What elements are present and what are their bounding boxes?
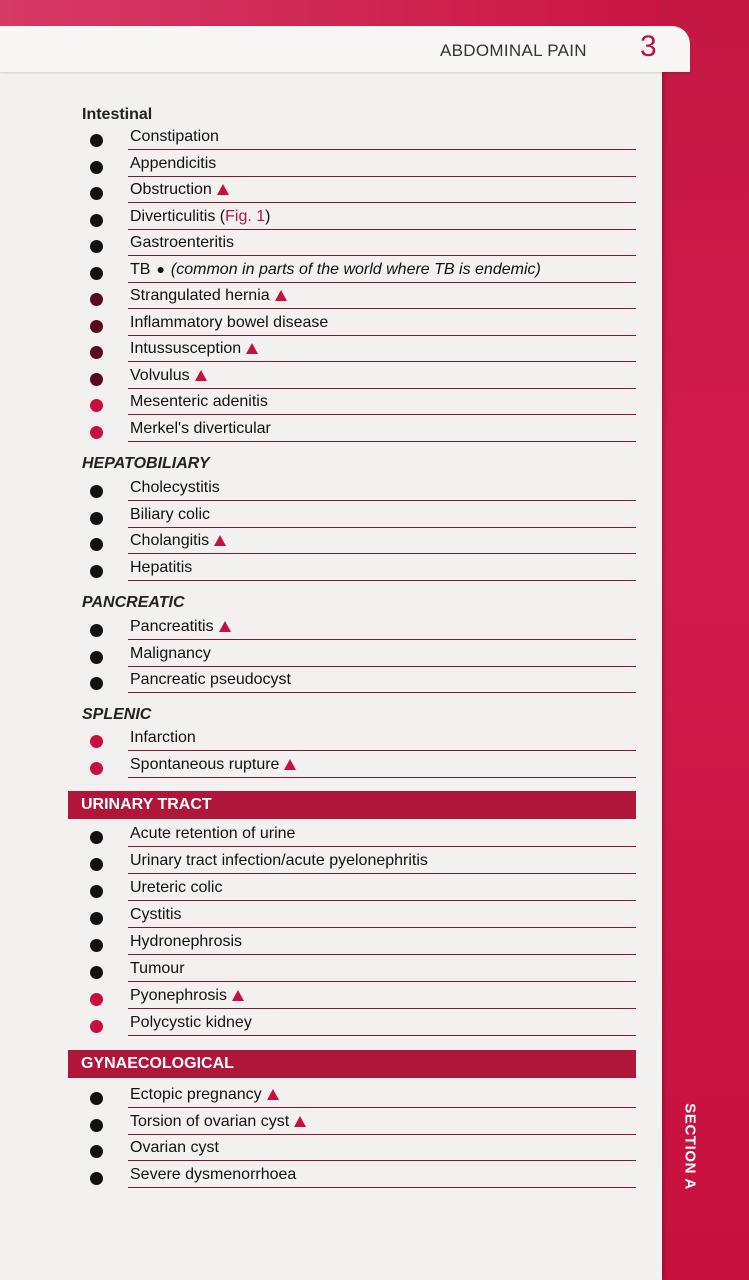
list-item — [88, 557, 636, 583]
underline-rule — [128, 414, 636, 415]
item-label — [130, 1086, 279, 1104]
underline-rule — [128, 282, 636, 283]
item-name: Infarction — [130, 729, 196, 746]
warning-triangle-icon — [284, 759, 296, 770]
item-name: Ovarian cyst — [130, 1139, 219, 1156]
warning-triangle-icon — [232, 990, 244, 1001]
list-item — [88, 153, 636, 179]
warning-triangle-icon — [195, 370, 207, 381]
figure-link[interactable]: Fig. 1 — [225, 207, 266, 225]
list-item — [88, 1111, 636, 1137]
item-name: Obstruction — [130, 181, 212, 198]
underline-rule — [128, 846, 636, 847]
underline-rule — [128, 1160, 636, 1161]
section-tab-label: SECTION A — [681, 1103, 699, 1190]
item-label — [130, 287, 287, 305]
inline-bullet: ● — [156, 260, 165, 277]
item-note: (common in parts of the world where TB is endemic) — [170, 260, 541, 278]
item-name: Merkel's diverticular — [130, 419, 271, 437]
list-item — [88, 823, 636, 849]
item-label — [130, 1014, 252, 1032]
item-label — [130, 1139, 219, 1157]
item-label — [130, 155, 216, 173]
bullet-dot — [90, 240, 103, 253]
bullet-dot — [90, 187, 103, 200]
list-item — [88, 179, 636, 205]
list-item — [88, 285, 636, 311]
bullet-dot — [90, 858, 103, 871]
underline-rule — [128, 900, 636, 901]
underline-rule — [128, 176, 636, 177]
item-name: Torsion of ovarian cyst — [130, 1112, 290, 1130]
list-item — [88, 126, 636, 152]
list-item — [88, 850, 636, 876]
item-name: Constipation — [130, 128, 219, 145]
underline-rule — [128, 666, 636, 667]
bullet-dot — [90, 762, 103, 775]
item-name: Cholangitis — [130, 532, 210, 549]
list-item — [88, 391, 636, 417]
bullet-dot — [90, 161, 103, 174]
item-label — [130, 987, 244, 1005]
item-name: Ectopic pregnancy — [130, 1086, 262, 1103]
section-tab — [672, 1102, 698, 1198]
list-item — [88, 312, 636, 338]
item-name: Strangulated hernia — [130, 287, 270, 304]
item-name: Pancreatic pseudocyst — [130, 671, 291, 688]
underline-rule — [128, 639, 636, 640]
underline-rule — [128, 149, 636, 150]
item-label — [130, 479, 220, 497]
warning-triangle-icon — [267, 1089, 279, 1100]
item-name: Appendicitis — [130, 154, 217, 172]
item-label — [130, 367, 207, 385]
bullet-dot — [90, 677, 103, 690]
warning-triangle-icon — [294, 1116, 306, 1127]
bullet-dot — [90, 651, 103, 664]
bullet-dot — [90, 346, 103, 359]
list-item — [88, 418, 636, 444]
underline-rule — [128, 255, 636, 256]
bullet-dot — [90, 1092, 103, 1105]
chapter-number: 3 — [640, 30, 657, 63]
item-label — [130, 234, 234, 252]
list-item — [88, 985, 636, 1011]
list-item — [88, 643, 636, 669]
list-item — [88, 232, 636, 258]
underline-rule — [128, 500, 636, 501]
intestinal-heading: Intestinal — [82, 106, 153, 123]
item-name: Ureteric colic — [130, 879, 223, 896]
bullet-dot — [90, 831, 103, 844]
item-label — [130, 933, 242, 951]
item-name: Cystitis — [130, 906, 182, 923]
list-item — [88, 504, 636, 530]
underline-rule — [128, 527, 636, 528]
bullet-dot — [90, 966, 103, 979]
bullet-dot — [90, 399, 103, 412]
item-label — [130, 618, 231, 636]
bullet-dot — [90, 512, 103, 525]
item-label — [130, 960, 185, 978]
warning-triangle-icon — [246, 343, 258, 354]
item-label — [130, 128, 219, 146]
warning-triangle-icon — [275, 290, 287, 301]
item-label — [130, 906, 182, 924]
pancreatic-heading: PANCREATIC — [82, 594, 185, 611]
underline-rule — [128, 777, 636, 778]
item-name: Intussusception — [130, 340, 242, 357]
underline-rule — [128, 1187, 636, 1188]
underline-rule — [128, 1107, 636, 1108]
bullet-dot — [90, 1172, 103, 1185]
item-label — [130, 181, 229, 199]
list-item — [88, 754, 636, 780]
item-name: Mesenteric adenitis — [130, 393, 268, 410]
underline-rule — [128, 202, 636, 203]
bullet-dot — [90, 214, 103, 227]
item-label — [130, 1166, 296, 1184]
underline-rule — [128, 388, 636, 389]
urinary-heading: URINARY TRACT — [68, 791, 636, 819]
list-item — [88, 727, 636, 753]
bullet-dot — [90, 624, 103, 637]
bullet-dot — [90, 320, 103, 333]
warning-triangle-icon — [217, 184, 229, 195]
underline-rule — [128, 954, 636, 955]
item-name: Volvulus — [130, 366, 190, 384]
item-label — [130, 1113, 306, 1131]
bullet-dot — [90, 565, 103, 578]
underline-rule — [128, 229, 636, 230]
underline-rule — [128, 750, 636, 751]
item-name: Pyonephrosis — [130, 987, 227, 1004]
underline-rule — [128, 927, 636, 928]
item-label — [130, 756, 296, 774]
list-item — [88, 877, 636, 903]
list-item — [88, 904, 636, 930]
item-name: TB — [130, 260, 151, 278]
underline-rule — [128, 308, 636, 309]
bullet-dot — [90, 267, 103, 280]
bullet-dot — [90, 293, 103, 306]
item-suffix: ) — [265, 207, 271, 225]
item-name: Pancreatitis — [130, 618, 214, 635]
underline-rule — [128, 580, 636, 581]
item-name: Urinary tract infection/acute pyelonephritis — [130, 852, 428, 869]
item-name: Hydronephrosis — [130, 933, 243, 950]
underline-rule — [128, 553, 636, 554]
item-label — [130, 340, 258, 358]
bullet-dot — [90, 993, 103, 1006]
list-item — [88, 1164, 636, 1190]
bullet-dot — [90, 426, 103, 439]
gynaecological-heading: GYNAECOLOGICAL — [68, 1050, 636, 1078]
bullet-dot — [90, 134, 103, 147]
item-label — [130, 261, 541, 279]
splenic-heading: SPLENIC — [82, 706, 152, 723]
item-label — [130, 208, 270, 226]
item-name: Severe dysmenorrhoea — [130, 1165, 297, 1183]
item-label — [130, 852, 428, 870]
list-item — [88, 1084, 636, 1110]
item-label — [130, 506, 210, 524]
item-label — [130, 420, 271, 438]
list-item — [88, 669, 636, 695]
bullet-dot — [90, 373, 103, 386]
warning-triangle-icon — [219, 621, 231, 632]
bullet-dot — [90, 1020, 103, 1033]
item-label — [130, 671, 291, 689]
header-title: ABDOMINAL PAIN — [440, 41, 587, 60]
item-name: Diverticulitis ( — [130, 207, 226, 225]
bullet-dot — [90, 485, 103, 498]
item-label — [130, 559, 192, 577]
item-name: Hepatitis — [130, 558, 193, 576]
item-name: Gastroenteritis — [130, 234, 235, 251]
item-name: Polycystic kidney — [130, 1014, 252, 1031]
item-name: Acute retention of urine — [130, 825, 296, 842]
underline-rule — [128, 873, 636, 874]
list-item — [88, 530, 636, 556]
list-item — [88, 259, 636, 285]
item-label — [130, 314, 328, 332]
item-label — [130, 532, 226, 550]
underline-rule — [128, 335, 636, 336]
underline-rule — [128, 1035, 636, 1036]
list-item — [88, 1137, 636, 1163]
item-label — [130, 879, 222, 897]
underline-rule — [128, 1134, 636, 1135]
list-item — [88, 206, 636, 232]
item-label — [130, 393, 268, 411]
list-item — [88, 477, 636, 503]
underline-rule — [128, 692, 636, 693]
item-label — [130, 729, 196, 747]
list-item — [88, 958, 636, 984]
list-item — [88, 1012, 636, 1038]
item-name: Cholecystitis — [130, 479, 220, 496]
hepatobiliary-heading: HEPATOBILIARY — [82, 455, 210, 472]
list-item — [88, 616, 636, 642]
item-label — [130, 645, 211, 663]
item-label — [130, 825, 295, 843]
bullet-dot — [90, 735, 103, 748]
bullet-dot — [90, 912, 103, 925]
bullet-dot — [90, 1145, 103, 1158]
underline-rule — [128, 441, 636, 442]
underline-rule — [128, 361, 636, 362]
list-item — [88, 365, 636, 391]
item-name: Tumour — [130, 960, 185, 977]
bullet-dot — [90, 885, 103, 898]
item-name: Malignancy — [130, 644, 211, 662]
underline-rule — [128, 1008, 636, 1009]
underline-rule — [128, 981, 636, 982]
list-item — [88, 338, 636, 364]
bullet-dot — [90, 538, 103, 551]
page-edge-band — [660, 0, 749, 1280]
bullet-dot — [90, 939, 103, 952]
bullet-dot — [90, 1119, 103, 1132]
warning-triangle-icon — [214, 535, 226, 546]
item-name: Inflammatory bowel disease — [130, 313, 329, 331]
item-name: Biliary colic — [130, 505, 211, 523]
item-name: Spontaneous rupture — [130, 755, 280, 773]
list-item — [88, 931, 636, 957]
